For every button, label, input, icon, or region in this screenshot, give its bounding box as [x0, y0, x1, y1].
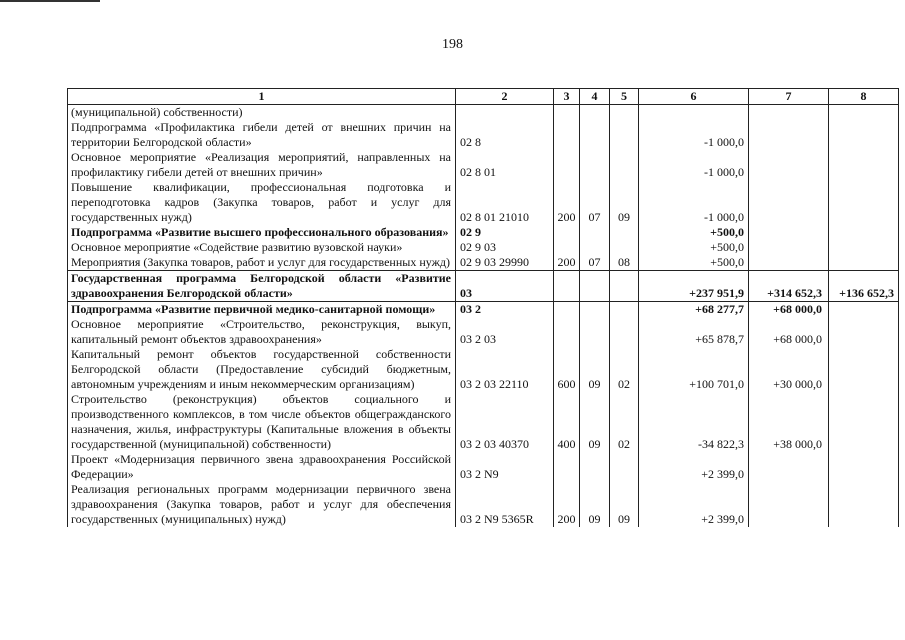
- row-code: 02 9 03 29990: [456, 255, 554, 271]
- column-header: 8: [829, 89, 899, 105]
- table-body: [68, 105, 899, 528]
- row-code: 03 2: [456, 302, 554, 318]
- row-col8-amount: [829, 452, 899, 482]
- row-col3: [554, 150, 580, 180]
- row-col3: [554, 317, 580, 347]
- row-col4: [580, 240, 610, 255]
- table-row: [68, 271, 899, 302]
- row-col6-amount: -1 000,0: [639, 150, 749, 180]
- row-description: Подпрограмма «Профилактика гибели детей от внешних причин на территории Белгородской области»: [68, 120, 456, 150]
- table-row: [68, 302, 899, 318]
- row-col5: 09: [610, 482, 639, 527]
- row-col4: [580, 105, 610, 121]
- row-code: 02 8 01: [456, 150, 554, 180]
- row-description: Строительство (реконструкция) объектов социального и производственного комплексов, в том числе объектов общегражданского назначения, жилья, инфраструктуры (Капитальные вложения в объекты государственной (муниципальной) собственности): [68, 392, 456, 452]
- row-code: 02 8: [456, 120, 554, 150]
- row-col3: [554, 452, 580, 482]
- row-col7-amount: +314 652,3: [749, 271, 829, 302]
- row-col5: [610, 150, 639, 180]
- row-col4: 09: [580, 392, 610, 452]
- table-row: [68, 482, 899, 527]
- row-col4: [580, 120, 610, 150]
- row-description: (муниципальной) собственности): [68, 105, 456, 121]
- row-col8-amount: [829, 347, 899, 392]
- row-description: Мероприятия (Закупка товаров, работ и услуг для государственных нужд): [68, 255, 456, 271]
- row-col3: [554, 240, 580, 255]
- row-col3: [554, 225, 580, 240]
- row-col5: 08: [610, 255, 639, 271]
- table-row: [68, 120, 899, 150]
- row-col6-amount: +500,0: [639, 240, 749, 255]
- page-number: 198: [442, 37, 463, 52]
- row-col6-amount: +2 399,0: [639, 482, 749, 527]
- row-col5: 09: [610, 180, 639, 225]
- row-col5: [610, 240, 639, 255]
- row-col3: 200: [554, 180, 580, 225]
- row-col3: 200: [554, 255, 580, 271]
- row-col4: 07: [580, 180, 610, 225]
- row-col6-amount: [639, 105, 749, 121]
- row-col3: [554, 302, 580, 318]
- row-col5: [610, 271, 639, 302]
- row-col3: [554, 271, 580, 302]
- column-header: 1: [68, 89, 456, 105]
- row-col8-amount: [829, 392, 899, 452]
- row-col8-amount: [829, 255, 899, 271]
- row-code: [456, 105, 554, 121]
- row-col3: [554, 120, 580, 150]
- row-col7-amount: +68 000,0: [749, 302, 829, 318]
- row-col6-amount: +100 701,0: [639, 347, 749, 392]
- row-col7-amount: +30 000,0: [749, 347, 829, 392]
- row-description: Основное мероприятие «Реализация мероприятий, направленных на профилактику гибели детей от внешних причин»: [68, 150, 456, 180]
- row-col7-amount: [749, 105, 829, 121]
- row-col5: [610, 225, 639, 240]
- row-col7-amount: +38 000,0: [749, 392, 829, 452]
- row-col8-amount: [829, 302, 899, 318]
- row-col8-amount: +136 652,3: [829, 271, 899, 302]
- row-col4: 09: [580, 482, 610, 527]
- row-col6-amount: +65 878,7: [639, 317, 749, 347]
- row-description: Основное мероприятие «Строительство, реконструкция, выкуп, капитальный ремонт объектов здравоохранения»: [68, 317, 456, 347]
- row-code: 02 8 01 21010: [456, 180, 554, 225]
- row-col7-amount: +68 000,0: [749, 317, 829, 347]
- row-code: 03 2 N9 5365R: [456, 482, 554, 527]
- row-col3: [554, 105, 580, 121]
- column-header: 7: [749, 89, 829, 105]
- row-code: 03: [456, 271, 554, 302]
- row-col3: 200: [554, 482, 580, 527]
- row-col6-amount: +500,0: [639, 225, 749, 240]
- row-col6-amount: +2 399,0: [639, 452, 749, 482]
- row-col7-amount: [749, 452, 829, 482]
- row-col7-amount: [749, 180, 829, 225]
- table-row: [68, 392, 899, 452]
- row-col4: [580, 452, 610, 482]
- row-code: 02 9 03: [456, 240, 554, 255]
- column-header: 5: [610, 89, 639, 105]
- table-row: [68, 105, 899, 121]
- row-col6-amount: +500,0: [639, 255, 749, 271]
- row-col5: [610, 120, 639, 150]
- row-col7-amount: [749, 240, 829, 255]
- row-code: 03 2 N9: [456, 452, 554, 482]
- row-col7-amount: [749, 255, 829, 271]
- table-row: [68, 255, 899, 271]
- row-col8-amount: [829, 120, 899, 150]
- table-row: [68, 180, 899, 225]
- header-row: [68, 89, 899, 105]
- row-col8-amount: [829, 482, 899, 527]
- row-description: Реализация региональных программ модернизации первичного звена здравоохранения (Закупка товаров, работ и услуг для обеспечения государственных (муниципальных) нужд): [68, 482, 456, 527]
- column-header: 6: [639, 89, 749, 105]
- column-header: 4: [580, 89, 610, 105]
- row-description: Государственная программа Белгородской области «Развитие здравоохранения Белгородской области»: [68, 271, 456, 302]
- row-col6-amount: -1 000,0: [639, 180, 749, 225]
- row-col5: [610, 317, 639, 347]
- row-description: Подпрограмма «Развитие высшего профессионального образования»: [68, 225, 456, 240]
- table-row: [68, 317, 899, 347]
- row-col4: [580, 317, 610, 347]
- row-code: 03 2 03 22110: [456, 347, 554, 392]
- row-col4: [580, 150, 610, 180]
- row-col5: 02: [610, 347, 639, 392]
- row-col4: 07: [580, 255, 610, 271]
- top-rule: [0, 0, 100, 2]
- row-col6-amount: -1 000,0: [639, 120, 749, 150]
- row-col8-amount: [829, 180, 899, 225]
- row-col7-amount: [749, 120, 829, 150]
- row-description: Повышение квалификации, профессиональная подготовка и переподготовка кадров (Закупка товаров, работ и услуг для государственных нужд): [68, 180, 456, 225]
- column-header: 3: [554, 89, 580, 105]
- row-col6-amount: +237 951,9: [639, 271, 749, 302]
- row-col5: [610, 302, 639, 318]
- row-col3: 400: [554, 392, 580, 452]
- row-col4: [580, 302, 610, 318]
- table-row: [68, 225, 899, 240]
- row-col8-amount: [829, 105, 899, 121]
- row-col7-amount: [749, 150, 829, 180]
- row-col3: 600: [554, 347, 580, 392]
- row-col5: [610, 105, 639, 121]
- budget-table: [67, 88, 899, 527]
- row-col4: [580, 225, 610, 240]
- row-col8-amount: [829, 225, 899, 240]
- row-description: Подпрограмма «Развитие первичной медико-санитарной помощи»: [68, 302, 456, 318]
- row-col5: [610, 452, 639, 482]
- row-description: Капитальный ремонт объектов государственной собственности Белгородской области (Предоставление субсидий бюджетным, автономным учреждениям и иным некоммерческим организациям): [68, 347, 456, 392]
- row-description: Проект «Модернизация первичного звена здравоохранения Российской Федерации»: [68, 452, 456, 482]
- row-code: 03 2 03 40370: [456, 392, 554, 452]
- row-col4: [580, 271, 610, 302]
- row-code: 02 9: [456, 225, 554, 240]
- table-row: [68, 347, 899, 392]
- table-row: [68, 150, 899, 180]
- row-col8-amount: [829, 317, 899, 347]
- table-row: [68, 240, 899, 255]
- row-description: Основное мероприятие «Содействие развитию вузовской науки»: [68, 240, 456, 255]
- row-code: 03 2 03: [456, 317, 554, 347]
- row-col8-amount: [829, 240, 899, 255]
- row-col6-amount: +68 277,7: [639, 302, 749, 318]
- row-col7-amount: [749, 225, 829, 240]
- row-col8-amount: [829, 150, 899, 180]
- row-col7-amount: [749, 482, 829, 527]
- table-row: [68, 452, 899, 482]
- row-col6-amount: -34 822,3: [639, 392, 749, 452]
- column-header: 2: [456, 89, 554, 105]
- row-col4: 09: [580, 347, 610, 392]
- row-col5: 02: [610, 392, 639, 452]
